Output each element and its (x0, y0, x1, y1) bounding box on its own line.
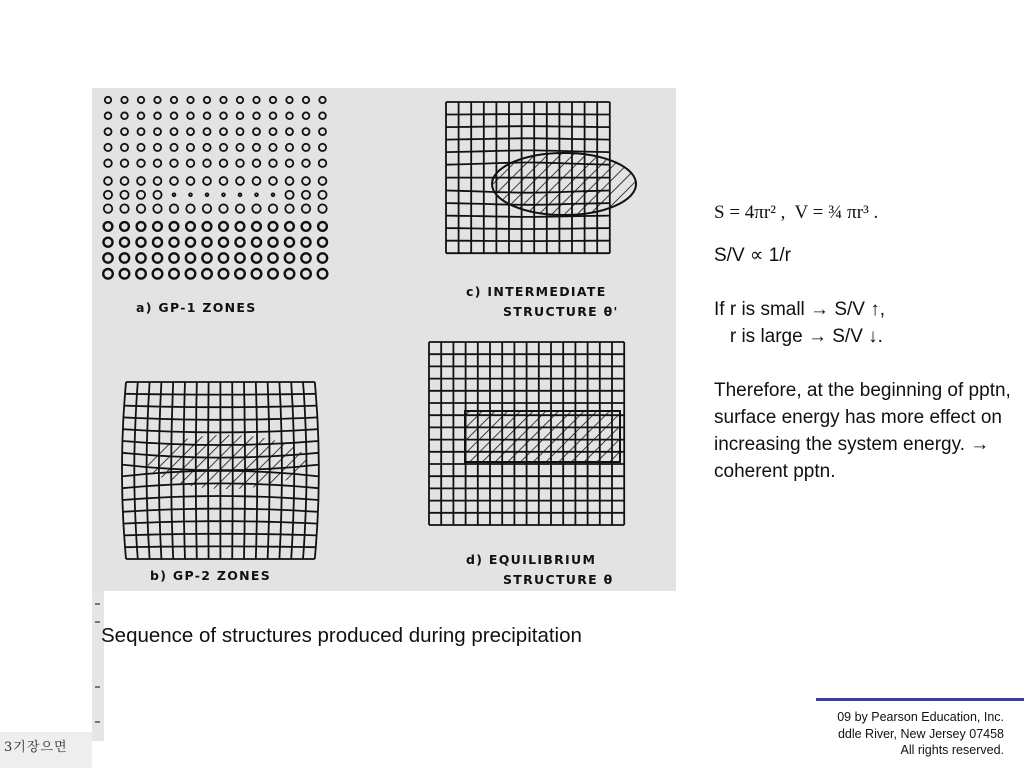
figure-drawing (92, 88, 676, 591)
equilibrium-structure-panel (429, 342, 624, 525)
ratio-statement: S/V ∝ 1/r (714, 245, 791, 266)
notes-text-block (714, 199, 1014, 485)
small-radius-statement: If r is small → S/V ↑, (714, 299, 886, 320)
figure-scan-strip (92, 591, 104, 741)
handwritten-note: 3기장으면 (4, 740, 68, 755)
copyright-line-2: ddle River, New Jersey 07458 (837, 726, 1004, 741)
intermediate-structure-panel (446, 102, 640, 253)
figure-caption: Sequence of structures produced during precipitation (101, 624, 582, 647)
gp2-zones-panel (122, 382, 319, 559)
panel-a-label-text: a) GP-1 ZONES (136, 300, 257, 315)
scanned-handwriting-corner (0, 732, 92, 768)
panel-c-label (466, 282, 619, 322)
panel-d-label-line1: d) EQUILIBRIUM (466, 552, 597, 567)
conclusion-paragraph: Therefore, at the beginning of pptn, surface energy has more effect on increasing the system energy. → coherent pptn. (714, 380, 1011, 482)
surface-volume-formula: S = 4πr² , V = ¾ πr³ . (714, 202, 879, 223)
panel-d-label (466, 550, 614, 590)
panel-c-label-line2: STRUCTURE θ' (503, 304, 619, 319)
copyright-line-1: 09 by Pearson Education, Inc. (837, 710, 1004, 724)
panel-d-label-line2: STRUCTURE θ (503, 572, 614, 587)
panel-b-label (150, 566, 271, 586)
panel-c-label-line1: c) INTERMEDIATE (466, 284, 607, 299)
large-radius-statement: r is large → S/V ↓. (714, 326, 883, 347)
copyright-footer (837, 709, 1004, 759)
footer-divider (816, 698, 1024, 701)
copyright-line-3: All rights reserved. (900, 743, 1004, 757)
panel-b-label-text: b) GP-2 ZONES (150, 568, 272, 583)
precipitation-structures-figure (92, 88, 676, 591)
panel-a-label (136, 298, 257, 318)
gp1-zones-panel (103, 97, 327, 279)
